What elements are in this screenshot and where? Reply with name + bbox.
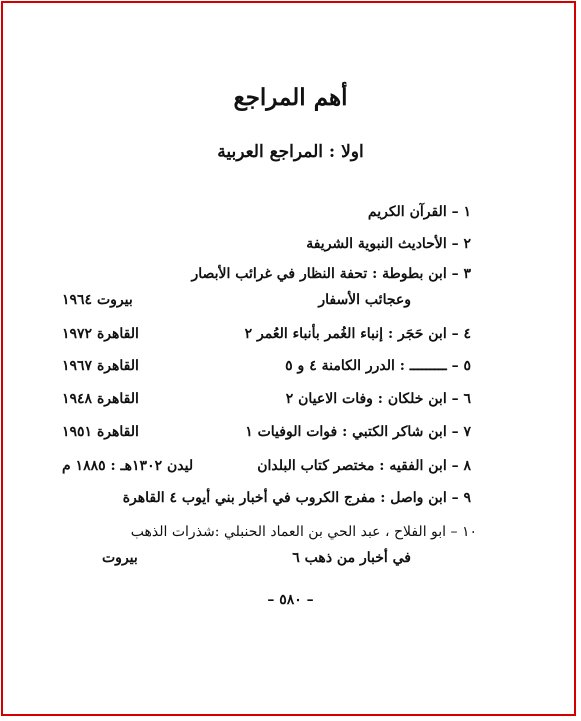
reference-text: ١٠ – ابو الفلاح ، عبد الحي بن العماد الحنبلي :شذرات الذهب <box>130 524 477 540</box>
reference-text: ٣ – ابن بطوطة : تحفة النظار في غرائب الأبصار <box>191 266 471 282</box>
reference-publisher: ليدن ١٣٠٢هـ : ١٨٨٥ م <box>62 458 194 474</box>
reference-publisher: القاهرة ١٩٤٨ <box>62 391 139 407</box>
page-number: – ٥٨٠ – <box>267 592 314 608</box>
reference-item <box>62 391 471 415</box>
reference-item-continuation <box>62 550 471 574</box>
reference-text: ٤ – ابن حَجَر : إنباء الغُمر بأنباء العُمر ٢ <box>244 326 471 342</box>
reference-item <box>62 490 471 514</box>
reference-publisher: القاهرة ١٩٧٢ <box>62 326 139 342</box>
reference-text: ٦ – ابن خلكان : وفات الاعيان ٢ <box>285 391 471 407</box>
reference-publisher: بيروت <box>102 550 138 566</box>
reference-text: ٥ – ـــــــــ : الدرر الكامنة ٤ و ٥ <box>285 358 471 374</box>
reference-text: ١ – القرآن الكريم <box>367 204 471 220</box>
reference-text-line2: في أخبار من ذهب ٦ <box>292 550 411 566</box>
reference-item <box>62 458 471 482</box>
reference-item-continuation <box>62 292 471 316</box>
reference-text: ٨ – ابن الفقيه : مختصر كتاب البلدان <box>257 458 471 474</box>
section-heading: اولا : المراجع العربية <box>217 142 364 162</box>
reference-publisher: القاهرة ١٩٥١ <box>62 424 139 440</box>
page-title: أهم المراجع <box>233 84 348 111</box>
reference-text: ٢ – الأحاديث النبوية الشريفة <box>306 236 471 252</box>
reference-item <box>62 524 477 548</box>
reference-item <box>62 236 471 260</box>
reference-text: ٩ – ابن واصل : مفرج الكروب في أخبار بني أيوب ٤ القاهرة <box>122 490 471 506</box>
reference-item <box>62 204 471 228</box>
reference-item <box>62 266 471 290</box>
reference-publisher: بيروت ١٩٦٤ <box>62 292 133 308</box>
reference-text: ٧ – ابن شاكر الكتبي : فوات الوفيات ١ <box>245 424 471 440</box>
reference-text-line2: وعجائب الأسفار <box>318 292 411 308</box>
reference-item <box>62 424 471 448</box>
reference-publisher: القاهرة ١٩٦٧ <box>62 358 139 374</box>
reference-item <box>62 358 471 382</box>
reference-item <box>62 326 471 350</box>
